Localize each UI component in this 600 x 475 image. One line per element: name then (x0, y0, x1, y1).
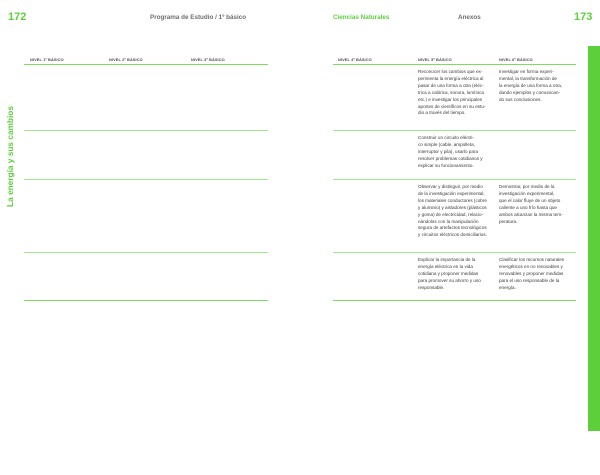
cell-line: Reconocer los cambios que ex- (418, 69, 483, 74)
left-page-number: 172 (8, 11, 27, 23)
cell-line: Explicar la importancia de la (418, 257, 476, 262)
cell-line: etc.) e investigar los principales (418, 96, 483, 102)
cell-line: Demostrar, por medio de la (499, 184, 555, 189)
cell-line: segura de artefactos tecnológicos (418, 225, 487, 231)
cell-line: aportes de científicos en su estu- (418, 103, 486, 109)
cell-line: que el calor fluye de un objeto (499, 197, 561, 203)
left-row-divider-1 (24, 130, 268, 131)
left-col-head-3: NIVEL 3º BÁSICO (191, 57, 225, 62)
cell-line: energéticos en no renovables y (499, 263, 563, 269)
cell-line: investigación experimental, (499, 190, 555, 196)
cell-line: responsable. (418, 284, 445, 290)
right-col-head-5: NIVEL 5º BÁSICO (418, 57, 452, 62)
cell-line: co simple (cable, ampolleta, (418, 141, 475, 147)
cell-line: la energía de una forma a otra, (499, 82, 563, 88)
cell-row3-nivel6 (499, 184, 563, 225)
cell-row3-nivel5 (418, 184, 487, 239)
cell-line: y goma) de electricidad, relacio- (418, 211, 484, 217)
cell-line: trica a calórica, sonora, lumínica (418, 89, 484, 95)
cell-line: energía eléctrica en la vida (418, 263, 473, 269)
right-header-rule (333, 64, 576, 65)
cell-line: dando ejemplos y comunican- (499, 89, 561, 95)
cell-line: Clasificar los recursos naturales (499, 257, 565, 262)
cell-line: nándolos con la manipulación (418, 218, 479, 224)
cell-line: energía. (499, 284, 516, 290)
cell-line: perimenta la energía eléctrica al (418, 75, 484, 81)
left-row-divider-2 (24, 179, 268, 180)
cell-line: de la investigación experimental, (418, 190, 485, 196)
cell-line: y aluminio) y aisladores (plásticos (418, 204, 487, 210)
cell-line: para el uso responsable de la (499, 277, 560, 283)
left-row-divider-3 (24, 252, 268, 253)
cell-line: Construir un circuito eléctri- (418, 135, 474, 140)
cell-line: caliente a uno frío hasta que (499, 204, 557, 210)
cell-line: interruptor y pila), usarlo para (418, 148, 479, 154)
left-header-rule (24, 64, 268, 65)
right-bottom-rule (333, 300, 576, 301)
cell-line: Investigar en forma experi- (499, 69, 554, 74)
left-bottom-rule (24, 300, 268, 301)
cell-line: mental, la transformación de (499, 75, 557, 81)
cell-line: peratura. (499, 218, 518, 224)
cell-line: los materiales conductores (cobre (418, 197, 487, 203)
cell-row4-nivel6 (499, 257, 564, 292)
cell-line: dio a través del tiempo. (418, 110, 466, 116)
left-col-head-2: NIVEL 2º BÁSICO (109, 57, 143, 62)
cell-row1-nivel5 (418, 69, 485, 117)
right-col-head-4: NIVEL 4º BÁSICO (338, 57, 372, 62)
subject-header: Ciencias Naturales (333, 14, 390, 21)
right-row-divider-2 (333, 179, 576, 180)
cell-row4-nivel5 (418, 257, 481, 292)
side-title: La energía y sus cambios (5, 106, 15, 207)
page-edge-bar (588, 46, 600, 431)
cell-line: cotidiana y proponer medidas (418, 270, 479, 276)
cell-line: pasar de una forma a otra (eléc- (418, 82, 484, 88)
cell-line: para promover su ahorro y uso (418, 277, 481, 283)
cell-line: do sus conclusiones. (499, 96, 542, 102)
cell-line: resolver problemas cotidianos y (418, 155, 483, 161)
cell-line: Observar y distinguir, por medio (418, 184, 483, 189)
section-header: Anexos (458, 14, 481, 21)
cell-line: y circuitos eléctricos domiciliarios. (418, 232, 487, 238)
cell-line: ambos alcanzan la misma tem- (499, 211, 563, 217)
right-row-divider-3 (333, 252, 576, 253)
cell-row2-nivel5 (418, 135, 483, 170)
right-page-number: 173 (574, 11, 593, 23)
cell-line: explicar su funcionamiento. (418, 162, 474, 168)
cell-row1-nivel6 (499, 69, 562, 104)
right-col-head-6: NIVEL 6º BÁSICO (499, 57, 533, 62)
right-row-divider-1 (333, 130, 576, 131)
cell-line: renovables y proponer medidas (499, 270, 564, 276)
left-col-head-1: NIVEL 1º BÁSICO (30, 57, 64, 62)
left-page-header: Programa de Estudio / 1º básico (150, 14, 247, 21)
